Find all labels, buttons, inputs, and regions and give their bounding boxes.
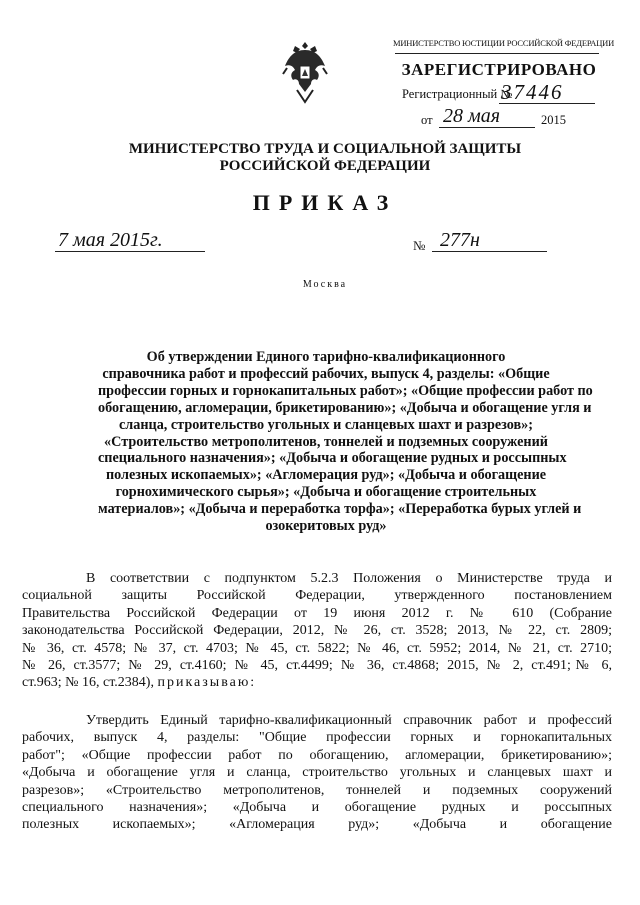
ministry-line-1: МИНИСТЕРСТВО ТРУДА И СОЦИАЛЬНОЙ ЗАЩИТЫ [128,141,522,157]
ministry-name [100,141,550,175]
text-line [22,674,612,691]
registration-stamp [393,38,615,134]
text-line: Утвердить Единый тарифно-квалификационный справочник работ и профессий [86,713,612,728]
text-line: «Добыча и обогащение угля и сланца, строительство угольных и сланцевых шахт и [22,765,612,781]
text-line: разрезов»; «Строительство метрополитенов, тоннелей и подземных сооружений [22,782,612,798]
order-date: 7 мая 2015г. [58,229,163,251]
title-line: справочника работ и профессий рабочих, выпуск 4, разделы: «Общие [102,365,550,382]
title-line: полезных ископаемых»; «Агломерация руд»; «Добыча и обогащение [105,467,547,484]
text-line: работ"; «Общие профессии работ по обогащению, агломерации, брикетированию»; [22,747,612,763]
ministry-line-2: РОССИЙСКОЙ ФЕДЕРАЦИИ [219,158,431,174]
stamp-organization: МИНИСТЕРСТВО ЮСТИЦИИ РОССИЙСКОЙ ФЕДЕРАЦИИ [393,38,615,48]
stamp-year: 2015 [541,113,566,127]
text-line: В соответствии с подпунктом 5.2.3 Положения о Министерстве труда и [86,571,612,586]
text-line: рабочих, выпуск 4, разделы: "Общие профессии горных и горнокапитальных [22,730,612,746]
title-line: материалов»; «Добыча и переработка торфа»; «Переработка бурых углей и [98,501,582,518]
paragraph-resolution [22,712,612,834]
stamp-registration-number: 37446 [501,80,564,104]
title-line: профессии горных и горнокапитальных работ»; «Общие профессии работ по [98,382,593,399]
order-number: 277н [440,229,480,251]
order-number-line [432,251,547,252]
stamp-registration-label: Регистрационный № [402,87,513,101]
stamp-divider [395,53,599,54]
russian-coat-of-arms-icon [281,40,329,104]
order-date-line [55,251,205,252]
text-line: № 36, ст. 4578; № 37, ст. 4703; № 45, ст. 5822; № 46, ст. 5952; 2014, № 21, ст. 2710; [22,640,612,656]
text-line: социальной защиты Российской Федерации, утвержденного постановлением [22,588,612,604]
stamp-number-line [499,103,595,104]
paragraph-preamble [22,570,612,692]
stamp-date-line [439,127,535,128]
title-line: Об утверждении Единого тарифно-квалификационного [146,349,506,365]
document-type: ПРИКАЗ [252,190,398,215]
text-line: № 26, ст.3577; № 29, ст.4160; № 45, ст.4499; № 36, ст.4868; 2015, № 2, ст.491;№ 6, [22,658,612,674]
title-line: сланца, строительство угольных и сланцевых шахт и разрезов»; [119,416,533,433]
text-fragment: ст.963; № 16, ст.2384), [22,675,158,691]
title-line: «Строительство метрополитенов, тоннелей и подземных сооружений [104,433,548,450]
order-phrase: приказываю: [157,675,257,691]
order-title [98,349,593,535]
text-line: полезных ископаемых»; «Агломерация руд»; «Добыча и обогащение [22,817,612,833]
title-line: специального назначения»; «Добыча и обогащение рудных и россыпных [98,450,567,467]
text-line: законодательства Российской Федерации, 2012, № 26, ст. 3528; 2013, № 22, ст. 2809; [22,623,612,639]
text-line: специального назначения»; «Добыча и обогащение рудных и россыпных [22,800,612,816]
stamp-status: ЗАРЕГИСТРИРОВАНО [401,60,597,79]
city: Москва [302,279,348,290]
text-line: Правительства Российской Федерации от 19 июня 2012 г. № 610 (Собрание [22,605,612,621]
stamp-from-label: от [421,113,433,127]
order-number-label: № [413,238,426,253]
title-line: обогащению, агломерации, брикетированию»; «Добыча и обогащение угля и [98,399,592,416]
title-line: горнохимического сырья»; «Добыча и обогащение строительных [115,484,537,501]
title-line: озокеритовых руд» [265,518,387,535]
stamp-registration-date: 28 мая [443,105,501,127]
